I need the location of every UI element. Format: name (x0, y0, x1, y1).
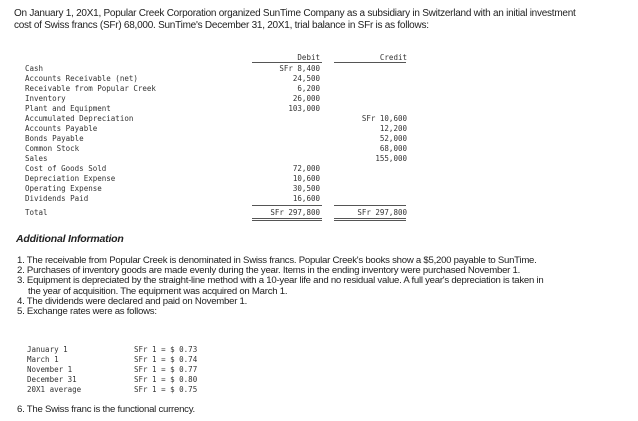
debit-total-rule-2 (252, 220, 322, 221)
tb-total-debit: SFr 297,800 (270, 208, 320, 217)
intro-line-1: On January 1, 20X1, Popular Creek Corporation organized SunTime Company as a subsidiary in Switzerland with an initial investment (14, 8, 576, 19)
rate-date: December 31 (27, 375, 77, 384)
tb-account: Depreciation Expense (25, 174, 116, 183)
tb-debit: SFr 8,400 (279, 64, 320, 73)
tb-account: Sales (25, 154, 48, 163)
tb-debit: 30,500 (292, 184, 320, 193)
rate-value: SFr 1 = $ 0.74 (134, 355, 198, 364)
problem-intro (14, 8, 636, 31)
tb-account: Operating Expense (25, 184, 102, 193)
credit-total-rule-2 (334, 220, 406, 221)
note-1: 1. The receivable from Popular Creek is denominated in Swiss francs. Popular Creek's books show a $5,200 payable to SunTime. (17, 256, 537, 266)
tb-credit: 155,000 (375, 154, 407, 163)
tb-debit: 26,000 (292, 94, 320, 103)
tb-account: Common Stock (25, 144, 80, 153)
tb-debit: 103,000 (288, 104, 320, 113)
credit-column-header: Credit (379, 53, 407, 62)
tb-total-credit: SFr 297,800 (357, 208, 407, 217)
intro-line-2: cost of Swiss francs (SFr) 68,000. SunTime's December 31, 20X1, trial balance in SFr is as follows: (14, 19, 429, 31)
credit-header-rule (334, 62, 406, 63)
tb-account: Plant and Equipment (25, 104, 111, 113)
rate-date: 20X1 average (27, 385, 82, 394)
additional-notes-list (17, 256, 635, 317)
tb-credit: 68,000 (379, 144, 407, 153)
tb-account: Accumulated Depreciation (25, 114, 134, 123)
additional-information-heading: Additional Information (16, 233, 124, 245)
note-5: 5. Exchange rates were as follows: (17, 307, 157, 318)
rate-value: SFr 1 = $ 0.75 (134, 385, 198, 394)
tb-credit: SFr 10,600 (361, 114, 407, 123)
tb-account: Cash (25, 64, 44, 73)
tb-total-label: Total (25, 208, 48, 217)
debit-subtotal-rule (252, 205, 322, 206)
note-3-continued: the year of acquisition. The equipment was acquired on March 1. (28, 286, 288, 297)
tb-debit: 24,500 (292, 74, 320, 83)
tb-debit: 16,600 (292, 194, 320, 203)
tb-account: Dividends Paid (25, 194, 89, 203)
tb-debit: 72,000 (292, 164, 320, 173)
tb-account: Cost of Goods Sold (25, 164, 107, 173)
rate-date: March 1 (27, 355, 59, 364)
rate-date: November 1 (27, 365, 73, 374)
tb-credit: 52,000 (379, 134, 407, 143)
debit-header-rule (252, 62, 322, 63)
tb-account: Bonds Payable (25, 134, 84, 143)
note-6: 6. The Swiss franc is the functional currency. (17, 404, 195, 415)
debit-column-header: Debit (297, 53, 320, 62)
tb-account: Receivable from Popular Creek (25, 84, 156, 93)
rate-value: SFr 1 = $ 0.73 (134, 345, 198, 354)
tb-debit: 6,200 (297, 84, 320, 93)
tb-credit: 12,200 (379, 124, 407, 133)
rate-value: SFr 1 = $ 0.77 (134, 365, 198, 374)
debit-total-rule-1 (252, 218, 322, 219)
tb-account: Inventory (25, 94, 66, 103)
tb-account: Accounts Receivable (net) (25, 74, 138, 83)
note-4: 4. The dividends were declared and paid on November 1. (17, 296, 248, 307)
credit-subtotal-rule (334, 205, 406, 206)
tb-account: Accounts Payable (25, 124, 98, 133)
rate-value: SFr 1 = $ 0.80 (134, 375, 198, 384)
tb-debit: 10,600 (292, 174, 320, 183)
note-3: 3. Equipment is depreciated by the straight-line method with a 10-year life and no residual value. A full year's depreciation is taken in (17, 276, 544, 287)
note-2: 2. Purchases of inventory goods are made evenly during the year. Items in the ending inventory were purchased November 1. (17, 266, 521, 277)
rate-date: January 1 (27, 345, 68, 354)
credit-total-rule-1 (334, 218, 406, 219)
